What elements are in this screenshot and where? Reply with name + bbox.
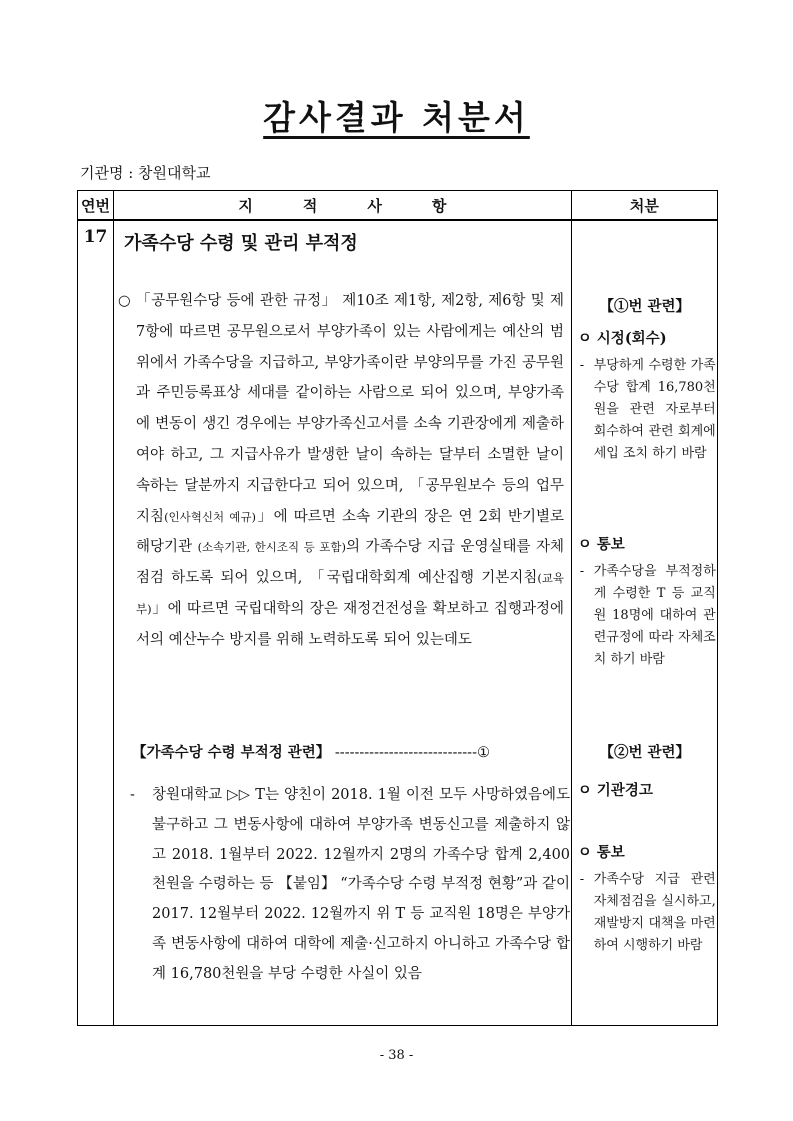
group1-heading: 【①번 관련】 — [599, 298, 691, 315]
action-notify-2: ㅇ 통보 — [577, 844, 625, 861]
table-row — [78, 220, 718, 1026]
header-disposition: 처분 — [571, 191, 717, 221]
page-number: - 38 - — [379, 1048, 414, 1063]
para-text-4: 」에 따르면 국립대학의 장은 재정건전성을 확보하고 집행과정에서의 예산누수 방지를 위해 노력하도록 되어 있는데도 — [136, 600, 565, 648]
action-notify-1-body — [580, 561, 716, 671]
action-correction: ㅇ 시정(회수) — [577, 330, 667, 347]
table-header-row — [78, 191, 718, 221]
sub-heading-mark: ① — [476, 745, 490, 761]
action-notify-1: ㅇ 통보 — [577, 536, 625, 553]
header-main: 지적사항 — [114, 191, 572, 221]
document-title: 감사결과 처분서 — [263, 98, 530, 137]
action-warning: ㅇ 기관경고 — [577, 782, 653, 799]
header-no: 연번 — [78, 191, 114, 221]
action-correction-text: 부당하게 수령한 가족수당 합계 16,780천원을 관련 자로부터 회수하여 관련 회계에 세입 조치 하기 바람 — [593, 358, 716, 461]
dash-bullet: - — [579, 564, 585, 579]
regulation-paragraph — [118, 286, 565, 656]
sub-heading — [132, 741, 572, 762]
finding-text: 창원대학교 ▷▷ T는 양친이 2018. 1월 이전 모두 사망하였음에도 불구하고 그 변동사항에 대하여 부양가족 변동신고를 제출하지 않고 2018. 1월부터 2022. 12월까지 2명의 가족수당 합계 2,400천원을 수령하는 등 【붙임】 “가족수당 수령 부적정 현황”과 같이 2017. 12월부터 2022. 12월까지 위 T 등 교직원 18명은 부양가족 변동사항에 대하여 대학에 제출·신고하지 아니하고 가족수당 합계 16,780천원을 부당 수령한 사실이 있음 — [152, 787, 571, 982]
para-text-3: 의 가족수당 지급 운영실태를 자체점검 하도록 되어 있으며, 「국립대학회계 예산집행 기본지침 — [136, 539, 565, 587]
para-small-3: (교육부) — [136, 571, 565, 616]
finding-bullet: - — [130, 787, 135, 803]
action-notify-2-text: 가족수당 지급 관련 자체점검을 실시하고, 재발방지 대책을 마련하여 시행하기 바람 — [593, 872, 716, 953]
row-number: 17 — [78, 220, 114, 1026]
dash-bullet: - — [579, 358, 585, 373]
dash-bullet: - — [579, 872, 585, 887]
sub-heading-dashes: ----------------------------- — [330, 745, 477, 761]
agency-name: 기관명 : 창원대학교 — [80, 164, 211, 182]
group2-heading: 【②번 관련】 — [599, 744, 691, 761]
action-notify-1-text: 가족수당을 부적정하게 수령한 T 등 교직원 18명에 대하여 관련규정에 따라 자체조치 하기 바람 — [593, 564, 716, 667]
disposition-cell — [571, 220, 717, 1026]
section-title: 가족수당 수령 및 관리 부적정 — [124, 233, 358, 254]
para-small-2: (소속기관, 한시조직 등 포함) — [197, 540, 346, 555]
para-text-1: 「공무원수당 등에 관한 규정」 제10조 제1항, 제2항, 제6항 및 제7항에 따르면 공무원으로서 부양가족이 있는 사람에게는 예산의 범위에서 가족수당을 지급하고, 부양가족이란 부양의무를 가진 공무원과 주민등록표상 세대를 같이하는 사람으로 되어 있으며, 부양가족에 변동이 생긴 경우에는 부양가족신고서를 소속 기관장에게 제출하여야 하고, 그 지급사유가 발생한 날이 속하는 달부터 소멸한 날이 속하는 달분까지 지급한다고 되어 있으며, 「공무원보수 등의 업무지침 — [136, 293, 565, 525]
action-notify-2-body — [580, 869, 716, 957]
sub-heading-text: 【가족수당 수령 부적정 관련】 — [132, 744, 331, 761]
bullet: ○ — [118, 293, 131, 309]
finding-paragraph — [130, 781, 571, 990]
findings-cell — [114, 220, 572, 1026]
para-small-1: (인사혁신처 예규) — [164, 509, 257, 524]
para-text-2: 」에 따르면 소속 기관의 장은 연 2회 반기별로 해당기관 — [136, 508, 565, 556]
action-correction-body — [580, 355, 716, 465]
audit-table — [77, 190, 718, 1026]
